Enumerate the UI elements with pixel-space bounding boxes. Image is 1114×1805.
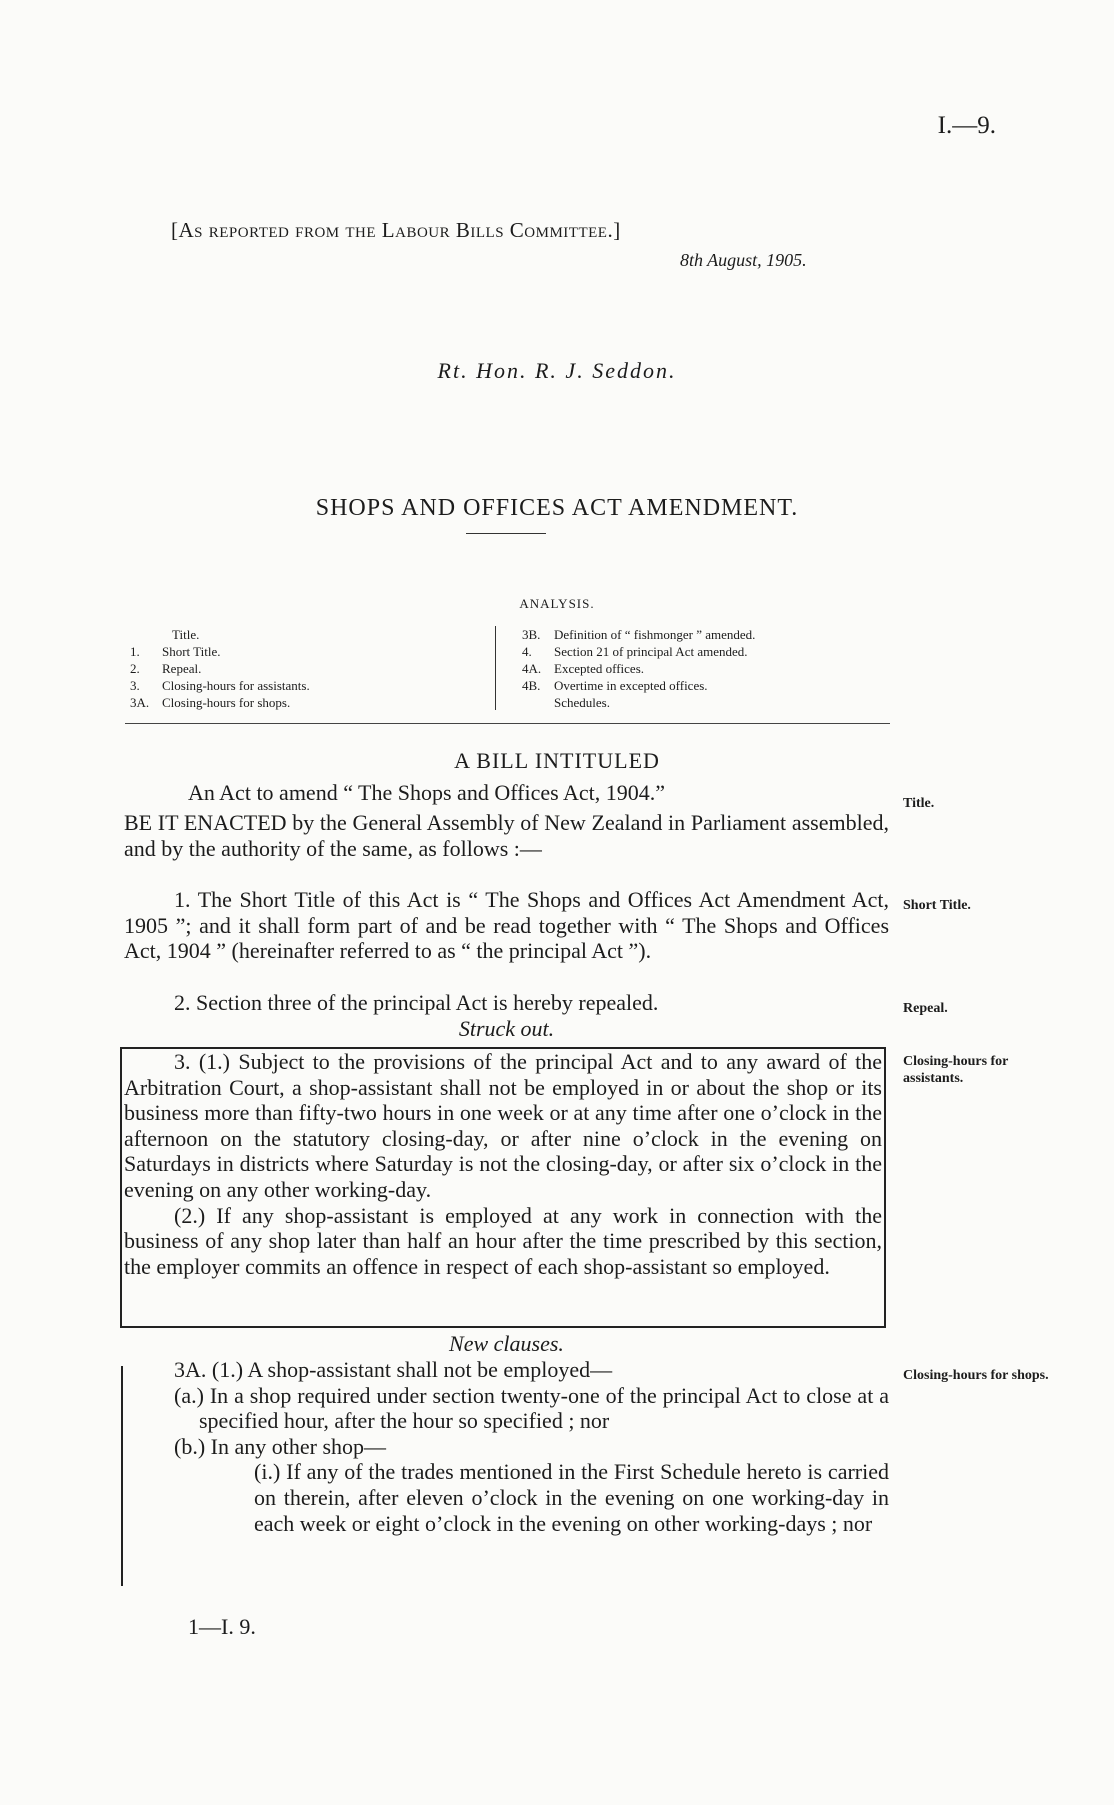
margin-note-title: Title. (903, 796, 935, 811)
margin-note-repeal: Repeal. (903, 1001, 948, 1016)
act-long-title: An Act to amend “ The Shops and Offices Act, 1904.” (188, 780, 665, 805)
analysis-item: 4. Section 21 of principal Act amended. (522, 644, 748, 659)
member-in-charge: Rt. Hon. R. J. Seddon. (437, 358, 677, 383)
analysis-item: 2. Repeal. (130, 661, 202, 676)
bill-heading: A BILL INTITULED (454, 748, 660, 773)
analysis-item: 1. Short Title. (130, 644, 221, 659)
analysis-right-column (522, 626, 755, 711)
analysis-item: Title. (172, 627, 200, 642)
margin-note-shops: Closing-hours for shops. (903, 1368, 1049, 1383)
analysis-divider (495, 626, 496, 710)
analysis-item: 3A. Closing-hours for shops. (130, 695, 291, 710)
section-1: 1. The Short Title of this Act is “ The Shops and Offices Act Amendment Act, 1905 ”; and it shall form part of and be read together with “ The Shops and Offices Act, 1904 ” (hereinafter referred to as “ the principal Act ”). (124, 887, 889, 964)
analysis-rule (125, 723, 890, 724)
page-signature: 1—I. 9. (188, 1614, 256, 1639)
analysis-item: Schedules. (554, 695, 610, 710)
analysis-left-column (130, 626, 310, 711)
committee-report-note: [As reported from the Labour Bills Committee.] (171, 218, 621, 242)
report-date: 8th August, 1905. (680, 250, 807, 270)
bill-title: SHOPS AND OFFICES ACT AMENDMENT. (315, 495, 799, 521)
title-divider (466, 533, 546, 534)
section-3a: 3A. (1.) A shop-assistant shall not be employed— (a.) In a shop required under section twenty-one of the principal Act to close at a specified hour, after the hour so specified ; nor (b.) In any other shop— (i.) If any of the trades mentioned in the First Schedule hereto is carried on therein, after eleven o’clock in the evening on one working-day in each week or eight o’clock in the evening on other working-days ; nor (174, 1357, 889, 1536)
analysis-item: 3. Closing-hours for assistants. (130, 678, 310, 693)
margin-note-assistants: Closing-hours for assistants. (903, 1054, 1009, 1086)
section-2: 2. Section three of the principal Act is hereby repealed. (174, 990, 659, 1015)
margin-note-short-title: Short Title. (903, 898, 971, 913)
analysis-item: 4A. Excepted offices. (522, 661, 644, 676)
struck-out-label: Struck out. (458, 1016, 555, 1041)
analysis-heading: ANALYSIS. (519, 596, 595, 611)
enacting-clause: BE IT ENACTED by the General Assembly of New Zealand in Parliament assembled, and by the authority of the same, as follows :— (124, 810, 889, 861)
analysis-item: 3B. Definition of “ fishmonger ” amended. (522, 627, 756, 642)
section-3-struck: 3. (1.) Subject to the provisions of the principal Act and to any award of the Arbitration Court, a shop-assistant shall not be employed in or about the shop or its business more than fifty-two hours in one week or at any time after one o’clock in the afternoon on the statutory closing-day, or after nine o’clock in the evening on Saturdays in districts where Saturday is not the closing-day, or after six o’clock in the evening on any other working-day. (2.) If any shop-assistant is employed at any work in connection with the business of any shop later than half an hour after the time prescribed by this section, the employer commits an offence in respect of each shop-assistant so employed. (124, 1049, 882, 1279)
analysis-item: 4B. Overtime in excepted offices. (522, 678, 708, 693)
new-clauses-bar (121, 1366, 123, 1586)
new-clauses-label: New clauses. (449, 1331, 564, 1356)
document-id: I.—9. (937, 112, 996, 139)
